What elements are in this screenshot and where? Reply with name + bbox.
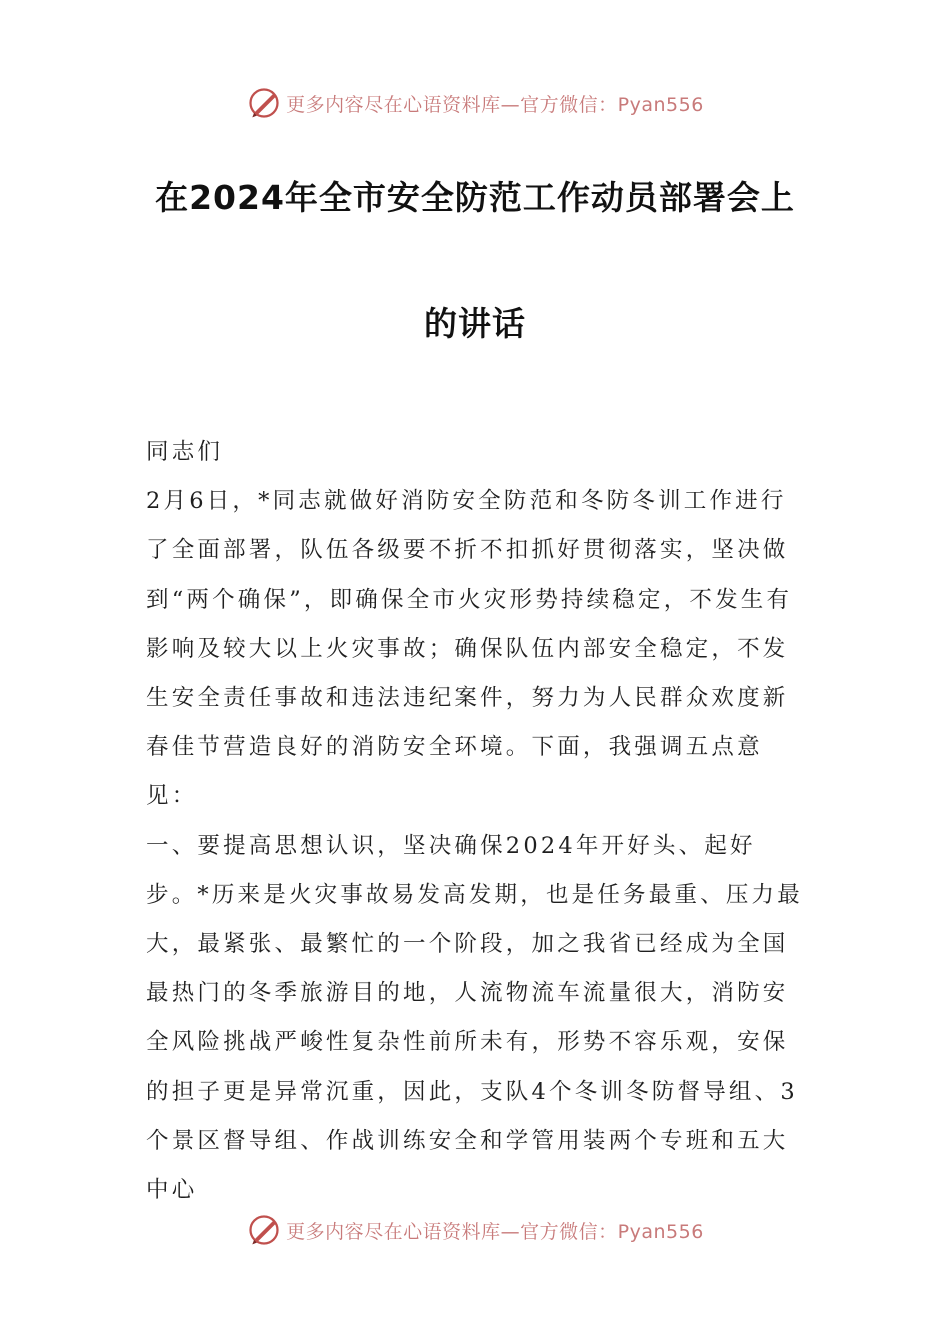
page-title-line-1: 在2024年全市安全防范工作动员部署会上 <box>155 178 795 217</box>
document-body <box>146 428 806 1215</box>
header-watermark-text: 更多内容尽在心语资料库—官方微信：Pyan556 <box>286 93 704 116</box>
pen-logo-icon <box>246 1212 282 1248</box>
pen-logo-icon <box>246 85 282 121</box>
paragraph-2: 一、要提高思想认识，坚决确保2024年开好头、起好步。*历来是火灾事故易发高发期，也是任务最重、压力最大，最紧张、最繁忙的一个阶段，加之我省已经成为全国最热门的冬季旅游目的地，人流物流车流量很大，消防安全风险挑战严峻性复杂性前所未有，形势不容乐观，安保的担子更是异常沉重，因此，支队4个冬训冬防督导组、3个景区督导组、作战训练安全和学管用装两个专班和五大中心 <box>146 832 803 1204</box>
paragraph-1: 2月6日，*同志就做好消防安全防范和冬防冬训工作进行了全面部署，队伍各级要不折不扣抓好贯彻落实，坚决做到“两个确保”，即确保全市火灾形势持续稳定，不发生有影响及较大以上火灾事故；确保队伍内部安全稳定，不发生安全责任事故和违法违纪案件，努力为人民群众欢度新春佳节营造良好的消防安全环境。下面，我强调五点意见： <box>146 488 793 810</box>
footer-watermark <box>0 1210 950 1250</box>
header-watermark <box>0 83 950 123</box>
footer-watermark-text: 更多内容尽在心语资料库—官方微信：Pyan556 <box>286 1220 704 1243</box>
page-title-line-2: 的讲话 <box>424 304 526 343</box>
greeting: 同志们 <box>146 439 224 465</box>
